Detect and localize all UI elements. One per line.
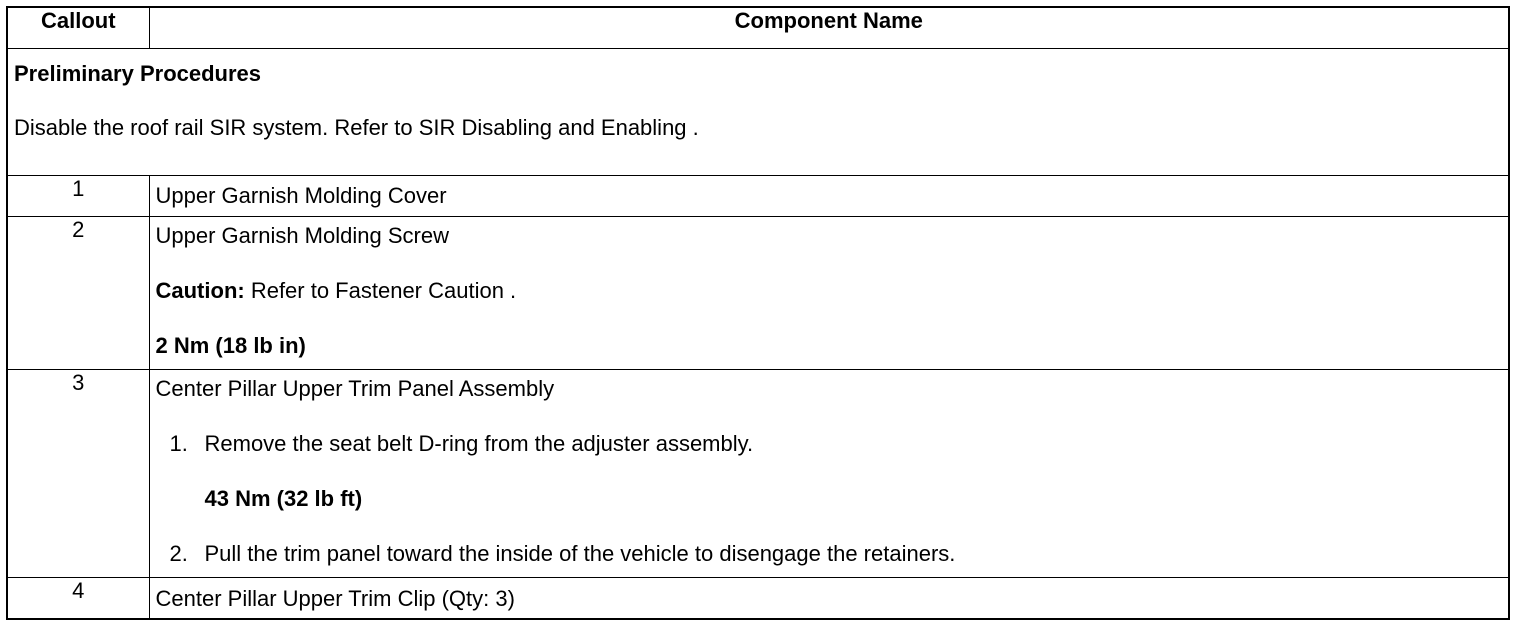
preliminary-title: Preliminary Procedures: [14, 61, 262, 86]
table-row: [7, 217, 1509, 370]
step-text: Remove the seat belt D-ring from the adjuster assembly.: [204, 431, 754, 456]
header-component-name: Component Name: [149, 7, 1509, 49]
component-name: Center Pillar Upper Trim Clip (Qty: 3): [155, 586, 515, 611]
component-name: Center Pillar Upper Trim Panel Assembly: [155, 376, 555, 401]
torque-spec: 2 Nm (18 lb in): [155, 333, 306, 358]
torque-spec: 43 Nm (32 lb ft): [204, 486, 363, 511]
preliminary-cell: [7, 49, 1509, 176]
caution-label: Caution:: [155, 278, 245, 303]
component-name: Upper Garnish Molding Cover: [155, 183, 447, 208]
callout-number: 1: [7, 176, 149, 217]
callout-number: 2: [7, 217, 149, 370]
caution-note: [156, 278, 1503, 304]
header-row: [7, 7, 1509, 49]
table-row: [7, 578, 1509, 620]
step-text: Pull the trim panel toward the inside of the vehicle to disengage the retainers.: [204, 541, 956, 566]
table-row: [7, 370, 1509, 578]
step-marker: 1.: [169, 431, 188, 456]
component-cell: [149, 176, 1509, 217]
component-cell: [149, 578, 1509, 620]
table-row: [7, 176, 1509, 217]
step-item: [156, 431, 1503, 457]
step-list: [156, 541, 1503, 567]
component-cell: [149, 370, 1509, 578]
callout-number: 4: [7, 578, 149, 620]
preliminary-text: Disable the roof rail SIR system. Refer to SIR Disabling and Enabling .: [14, 115, 699, 140]
preliminary-row: [7, 49, 1509, 176]
callout-number: 3: [7, 370, 149, 578]
step-marker: 2.: [169, 541, 188, 566]
step-list: [156, 431, 1503, 457]
component-name: Upper Garnish Molding Screw: [155, 223, 449, 248]
step-item: [156, 541, 1503, 567]
caution-text: Refer to Fastener Caution .: [244, 278, 517, 303]
component-cell: [149, 217, 1509, 370]
header-callout: Callout: [7, 7, 149, 49]
procedure-table: [6, 6, 1510, 620]
